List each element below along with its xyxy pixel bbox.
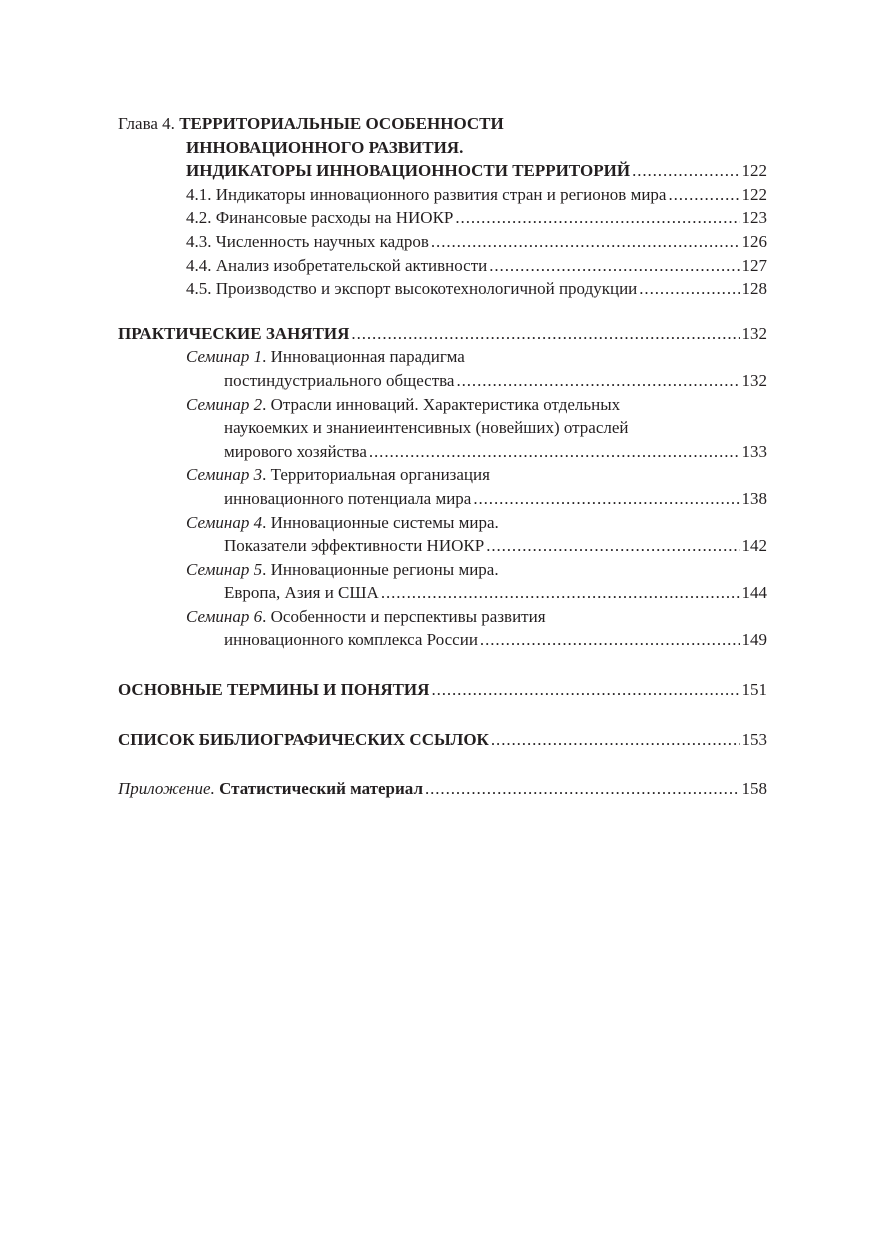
seminar-title: . Инновационная парадигма [262, 347, 465, 367]
leader-dots [381, 581, 740, 605]
leader-dots [639, 277, 739, 301]
toc-section-4-3[interactable] [118, 230, 767, 254]
section-label: 4.5. Производство и экспорт высокотехнологичной продукции [186, 279, 638, 299]
practical-title: ПРАКТИЧЕСКИЕ ЗАНЯТИЯ [118, 323, 350, 343]
page-number: 127 [741, 255, 767, 275]
page-number: 138 [741, 488, 767, 508]
page-number: 149 [741, 630, 767, 650]
toc-section-4-4[interactable] [118, 254, 767, 278]
seminar-title: . Особенности и перспективы развития [262, 606, 546, 626]
chapter-4-prefix: Глава 4. [118, 114, 175, 133]
page-number: 133 [741, 441, 767, 461]
seminar-2-line3[interactable] [118, 440, 767, 464]
seminar-title: . Инновационные системы мира. [262, 512, 499, 532]
seminar-title-cont: наукоемких и знаниеинтенсивных (новейших) отраслей [224, 418, 629, 438]
seminar-4-line1[interactable] [118, 511, 767, 535]
seminar-title-cont: инновационного комплекса России [224, 630, 478, 650]
page-number: 122 [741, 161, 767, 181]
leader-dots [489, 254, 739, 278]
seminar-label: Семинар 6 [186, 606, 263, 626]
bibliography-title: СПИСОК БИБЛИОГРАФИЧЕСКИХ ССЫЛОК [118, 729, 489, 749]
leader-dots [431, 678, 739, 702]
seminar-title: . Отрасли инноваций. Характеристика отдельных [262, 394, 621, 414]
leader-dots [480, 628, 740, 652]
page-number: 128 [741, 279, 767, 299]
seminar-1-line2[interactable] [118, 369, 767, 393]
seminar-5-line2[interactable] [118, 581, 767, 605]
leader-dots [369, 440, 740, 464]
page-number: 153 [741, 729, 767, 749]
page-number: 126 [741, 231, 767, 251]
seminar-4-line2[interactable] [118, 534, 767, 558]
seminar-3-line2[interactable] [118, 487, 767, 511]
seminar-6-line2[interactable] [118, 628, 767, 652]
page-number: 123 [741, 208, 767, 228]
appendix-title: Статистический материал [219, 779, 423, 799]
seminar-title-cont: мирового хозяйства [224, 441, 367, 461]
section-label: 4.4. Анализ изобретательской активности [186, 255, 488, 275]
chapter-4-heading-line2[interactable] [118, 136, 767, 160]
seminar-label: Семинар 4 [186, 512, 263, 532]
seminar-2-line2[interactable] [118, 416, 767, 440]
seminar-3-line1[interactable] [118, 463, 767, 487]
toc-section-4-1[interactable] [118, 183, 767, 207]
page-number: 151 [741, 680, 767, 700]
chapter-4-entry[interactable] [118, 159, 767, 183]
chapter-4-title-line3: ИНДИКАТОРЫ ИННОВАЦИОННОСТИ ТЕРРИТОРИЙ [186, 161, 631, 181]
page-number: 122 [741, 184, 767, 204]
leader-dots [486, 534, 739, 558]
section-label: 4.2. Финансовые расходы на НИОКР [186, 208, 454, 228]
section-label: 4.3. Численность научных кадров [186, 231, 429, 251]
toc-bibliography[interactable] [118, 728, 767, 752]
page-number: 142 [741, 536, 767, 556]
seminar-label: Семинар 5 [186, 559, 263, 579]
section-label: 4.1. Индикаторы инновационного развития стран и регионов мира [186, 184, 667, 204]
seminar-title-cont: инновационного потенциала мира [224, 488, 472, 508]
toc-appendix[interactable] [118, 777, 767, 801]
toc-section-4-2[interactable] [118, 206, 767, 230]
seminar-label: Семинар 3 [186, 465, 263, 485]
chapter-4-heading-line1[interactable] [118, 112, 767, 136]
leader-dots [455, 206, 739, 230]
leader-dots [668, 183, 739, 207]
page-number: 158 [741, 779, 767, 799]
leader-dots [491, 728, 740, 752]
seminar-label: Семинар 2 [186, 394, 263, 414]
seminar-5-line1[interactable] [118, 558, 767, 582]
toc-section-4-5[interactable] [118, 277, 767, 301]
seminar-6-line1[interactable] [118, 605, 767, 629]
seminar-title: . Инновационные регионы мира. [262, 559, 499, 579]
seminar-title-cont: Показатели эффективности НИОКР [224, 536, 485, 556]
leader-dots [473, 487, 739, 511]
leader-dots [456, 369, 739, 393]
seminar-label: Семинар 1 [186, 347, 263, 367]
page-number: 132 [741, 323, 767, 343]
page-number: 132 [741, 370, 767, 390]
seminar-title-cont: Европа, Азия и США [224, 583, 379, 603]
leader-dots [431, 230, 740, 254]
toc-practical[interactable] [118, 322, 767, 346]
seminar-1-line1[interactable] [118, 345, 767, 369]
chapter-4-title-line2: ИННОВАЦИОННОГО РАЗВИТИЯ. [186, 137, 464, 157]
seminar-title: . Территориальная организация [262, 465, 490, 485]
leader-dots [632, 159, 739, 183]
seminar-2-line1[interactable] [118, 393, 767, 417]
chapter-4-title-line1: ТЕРРИТОРИАЛЬНЫЕ ОСОБЕННОСТИ [179, 114, 504, 133]
leader-dots [425, 777, 740, 801]
terms-title: ОСНОВНЫЕ ТЕРМИНЫ И ПОНЯТИЯ [118, 680, 430, 700]
seminar-title-cont: постиндустриального общества [224, 370, 455, 390]
page-number: 144 [741, 583, 767, 603]
toc-terms[interactable] [118, 678, 767, 702]
table-of-contents [118, 112, 767, 801]
leader-dots [351, 322, 739, 346]
appendix-prefix: Приложение. [118, 779, 215, 799]
